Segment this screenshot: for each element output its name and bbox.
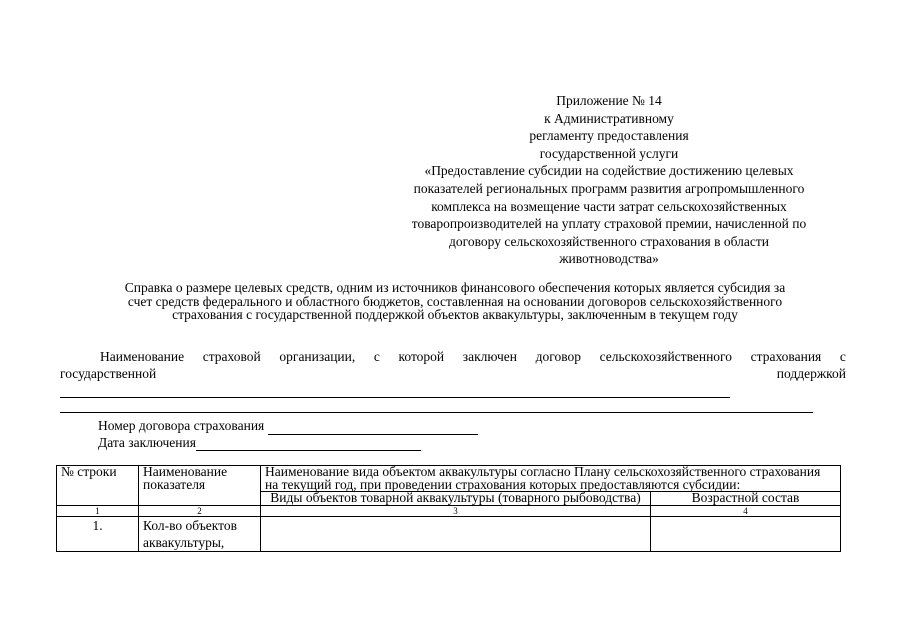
contract-date-label: Дата заключения bbox=[98, 434, 196, 450]
header-row-number: № строки bbox=[57, 466, 139, 506]
certificate-line: счет средств федерального и областного бюджетов, составленная на основании договоров сельскохозяйственного bbox=[127, 293, 783, 309]
contract-number-label: Номер договора страхования bbox=[98, 418, 265, 433]
insurer-line-2-right: поддержкой bbox=[776, 365, 846, 381]
contract-number-field bbox=[98, 418, 478, 435]
insurer-word: с bbox=[839, 349, 846, 364]
insurer-line-2-left: государственной bbox=[60, 365, 157, 381]
insurer-line-2 bbox=[60, 366, 846, 383]
appendix-line: к Административному bbox=[544, 110, 674, 126]
appendix-line: товаропроизводителей на уплату страховой премии, начисленной по bbox=[411, 216, 807, 232]
insurer-word: которой bbox=[398, 349, 445, 364]
column-number: 3 bbox=[261, 505, 651, 516]
insurer-name-fill-line[interactable] bbox=[60, 397, 730, 398]
insurer-word: договор bbox=[535, 349, 581, 364]
header-indicator-name: Наименование показателя bbox=[139, 466, 261, 506]
insurer-line-1 bbox=[60, 349, 846, 366]
insurer-paragraph bbox=[60, 349, 846, 382]
appendix-line: Приложение № 14 bbox=[556, 93, 662, 108]
appendix-line: государственной услуги bbox=[539, 145, 679, 161]
insurer-name-fill-line-2[interactable] bbox=[60, 412, 813, 413]
insurer-word: Наименование bbox=[100, 349, 185, 364]
row-number-cell: 1. bbox=[57, 516, 139, 551]
certificate-line: Справка о размере целевых средств, одним из источников финансового обеспечения которых является субсидия за bbox=[124, 280, 786, 295]
appendix-line: договору сельскохозяйственного страхования в области bbox=[449, 233, 769, 249]
insurer-word: с bbox=[373, 349, 380, 364]
column-number: 1 bbox=[57, 505, 139, 516]
header-aquaculture-group: Наименование вида объектом аквакультуры согласно Плану сельскохозяйственного страхования на текущий год, при проведении страхования которых предоставляются субсидии: bbox=[261, 466, 841, 492]
certificate-title bbox=[60, 281, 850, 322]
appendix-line: животноводства» bbox=[559, 251, 659, 267]
column-number: 4 bbox=[651, 505, 841, 516]
column-number: 2 bbox=[139, 505, 261, 516]
insurer-word: заключен bbox=[462, 349, 517, 364]
age-composition-cell[interactable] bbox=[651, 516, 841, 551]
indicator-name-cell: Кол-во объектов аквакультуры, bbox=[139, 516, 261, 551]
appendix-line: показателей региональных программ развития агропромышленного bbox=[413, 180, 805, 196]
table-row bbox=[57, 516, 841, 551]
aquaculture-table bbox=[56, 465, 841, 552]
aquaculture-kind-cell[interactable] bbox=[261, 516, 651, 551]
contract-date-field bbox=[98, 435, 478, 452]
insurer-word: страховой bbox=[202, 349, 261, 364]
header-age-composition: Возрастной состав bbox=[651, 492, 841, 506]
insurer-word: организации, bbox=[279, 349, 356, 364]
insurer-word: сельскохозяйственного bbox=[599, 349, 733, 364]
appendix-header bbox=[370, 92, 848, 268]
contract-date-input[interactable] bbox=[196, 437, 421, 451]
contract-fields bbox=[98, 418, 478, 451]
appendix-line: комплекса на возмещение части затрат сельскохозяйственных bbox=[431, 198, 787, 214]
insurer-word: страхования bbox=[750, 349, 822, 364]
table-column-numbers-row bbox=[57, 505, 841, 516]
contract-number-input[interactable] bbox=[268, 421, 478, 435]
header-aquaculture-kinds: Виды объектов товарной аквакультуры (товарного рыбоводства) bbox=[261, 492, 651, 506]
appendix-line: «Предоставление субсидии на содействие достижению целевых bbox=[424, 163, 794, 179]
certificate-line: страхования с государственной поддержкой объектов аквакультуры, заключенным в текущем году bbox=[172, 307, 738, 322]
table-header-row bbox=[57, 466, 841, 492]
appendix-line: регламенту предоставления bbox=[529, 128, 689, 144]
